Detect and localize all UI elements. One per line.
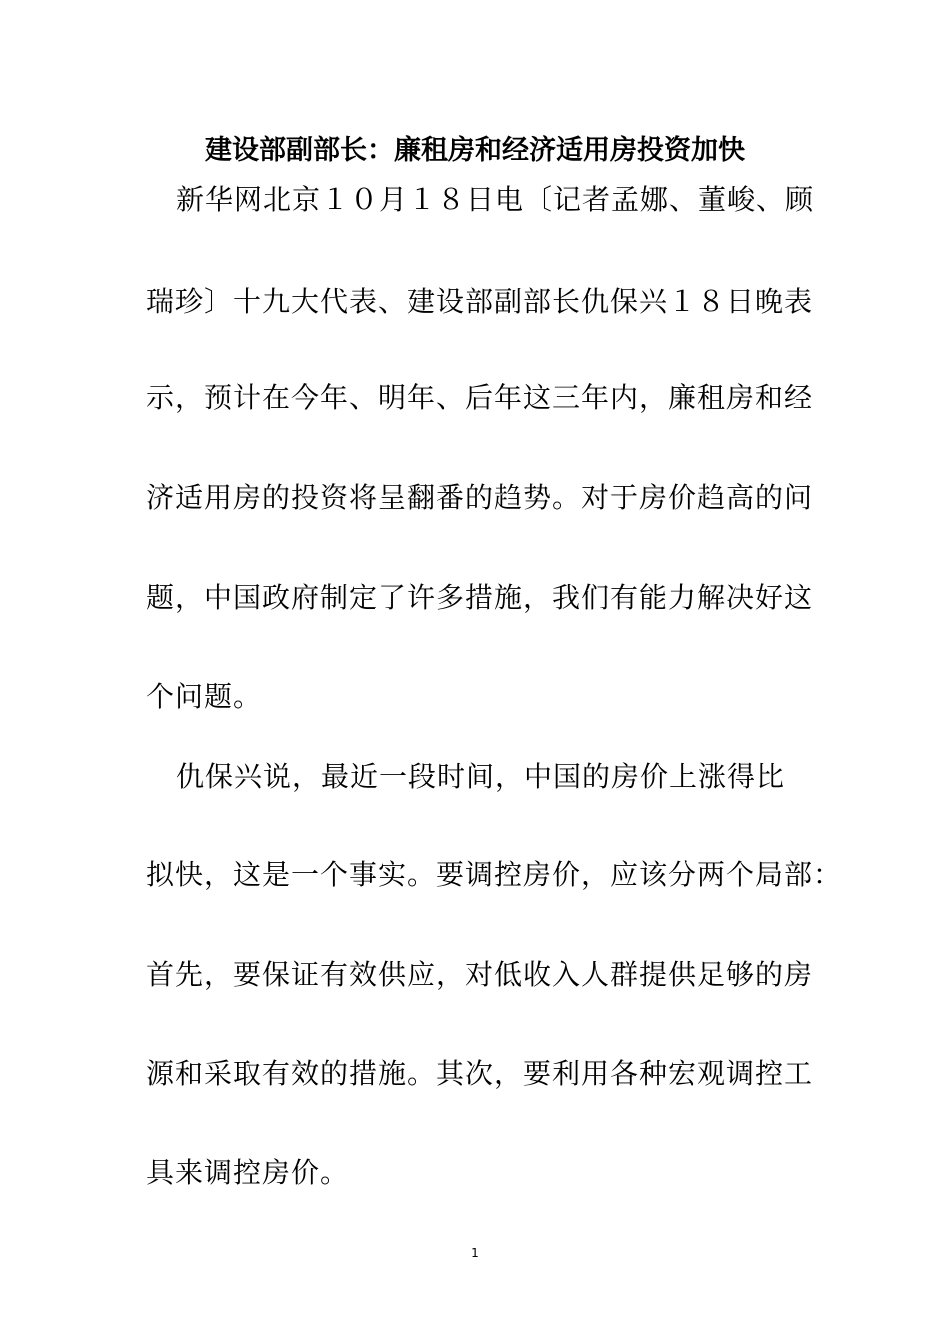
paragraph-1-line-4: 济适用房的投资将呈翻番的趋势。对于房价趋高的问 — [146, 481, 814, 514]
paragraph-2-line-4: 源和采取有效的措施。其次，要利用各种宏观调控工 — [146, 1057, 814, 1090]
page-number: 1 — [471, 1246, 479, 1260]
paragraph-1-line-5: 题，中国政府制定了许多措施，我们有能力解决好这 — [146, 581, 814, 614]
paragraph-2-line-2: 拟快，这是一个事实。要调控房价，应该分两个局部： — [146, 858, 843, 891]
paragraph-2-line-3: 首先，要保证有效供应，对低收入人群提供足够的房 — [146, 958, 814, 991]
paragraph-1-line-6: 个问题。 — [146, 680, 263, 713]
paragraph-1-line-2: 瑞珍〕十九大代表、建设部副部长仇保兴１８日晚表 — [146, 285, 814, 318]
paragraph-1-line-1: 新华网北京１０月１８日电〔记者孟娜、董峻、顾 — [176, 183, 815, 216]
document-title: 建设部副部长：廉租房和经济适用房投资加快 — [205, 135, 745, 166]
paragraph-1-line-3: 示，预计在今年、明年、后年这三年内，廉租房和经 — [146, 381, 814, 414]
paragraph-2-line-1: 仇保兴说，最近一段时间，中国的房价上涨得比 — [176, 760, 786, 793]
paragraph-2-line-5: 具来调控房价。 — [146, 1156, 350, 1189]
